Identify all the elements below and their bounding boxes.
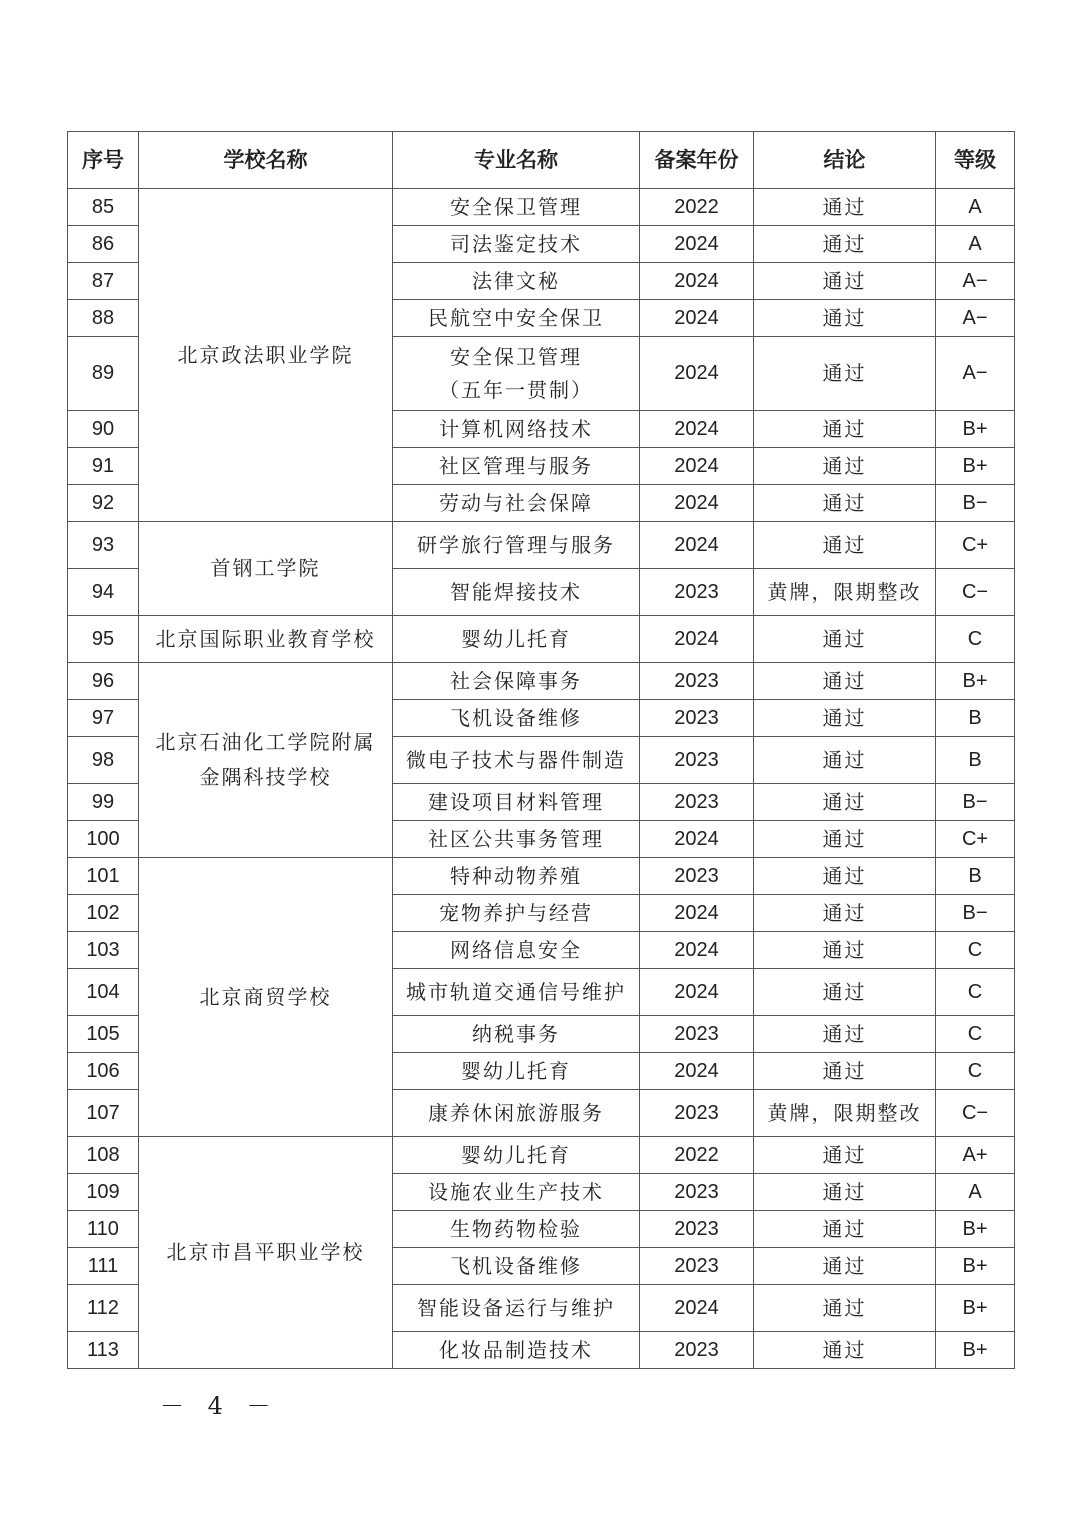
result-cell: 通过: [754, 895, 936, 932]
result-cell: 通过: [754, 411, 936, 448]
result-cell: 通过: [754, 700, 936, 737]
result-cell: 通过: [754, 300, 936, 337]
grade-cell: C: [936, 1016, 1015, 1053]
seq-cell: 111: [68, 1248, 139, 1285]
grade-cell: C: [936, 1053, 1015, 1090]
table-row: [68, 616, 1015, 663]
seq-cell: 95: [68, 616, 139, 663]
seq-cell: 101: [68, 858, 139, 895]
result-cell: 黄牌，限期整改: [754, 569, 936, 616]
seq-cell: 110: [68, 1211, 139, 1248]
major-cell: 婴幼儿托育: [393, 1137, 640, 1174]
header-result: 结论: [754, 132, 936, 189]
seq-cell: 94: [68, 569, 139, 616]
seq-cell: 100: [68, 821, 139, 858]
year-cell: 2024: [640, 821, 754, 858]
seq-cell: 109: [68, 1174, 139, 1211]
seq-cell: 88: [68, 300, 139, 337]
evaluation-table: [67, 131, 1015, 1369]
major-cell: 安全保卫管理: [393, 189, 640, 226]
year-cell: 2024: [640, 932, 754, 969]
seq-cell: 93: [68, 522, 139, 569]
year-cell: 2024: [640, 1285, 754, 1332]
year-cell: 2023: [640, 1332, 754, 1369]
major-cell: 社区公共事务管理: [393, 821, 640, 858]
year-cell: 2023: [640, 858, 754, 895]
grade-cell: B+: [936, 411, 1015, 448]
result-cell: 通过: [754, 616, 936, 663]
result-cell: 黄牌，限期整改: [754, 1090, 936, 1137]
year-cell: 2022: [640, 1137, 754, 1174]
seq-cell: 105: [68, 1016, 139, 1053]
grade-cell: C: [936, 969, 1015, 1016]
major-cell: 社会保障事务: [393, 663, 640, 700]
year-cell: 2023: [640, 737, 754, 784]
header-year: 备案年份: [640, 132, 754, 189]
seq-cell: 92: [68, 485, 139, 522]
seq-cell: 91: [68, 448, 139, 485]
grade-cell: A: [936, 1174, 1015, 1211]
result-cell: 通过: [754, 263, 936, 300]
seq-cell: 96: [68, 663, 139, 700]
year-cell: 2024: [640, 300, 754, 337]
year-cell: 2024: [640, 226, 754, 263]
year-cell: 2023: [640, 700, 754, 737]
header-row: [68, 132, 1015, 189]
seq-cell: 85: [68, 189, 139, 226]
major-cell: 婴幼儿托育: [393, 1053, 640, 1090]
major-cell: 建设项目材料管理: [393, 784, 640, 821]
major-cell: 纳税事务: [393, 1016, 640, 1053]
page-number: － 4 －: [160, 1392, 279, 1420]
grade-cell: C−: [936, 569, 1015, 616]
header-school: 学校名称: [139, 132, 393, 189]
result-cell: 通过: [754, 1016, 936, 1053]
result-cell: 通过: [754, 1137, 936, 1174]
result-cell: 通过: [754, 189, 936, 226]
seq-cell: 90: [68, 411, 139, 448]
school-cell: 北京市昌平职业学校: [139, 1137, 393, 1369]
result-cell: 通过: [754, 969, 936, 1016]
major-cell: 劳动与社会保障: [393, 485, 640, 522]
year-cell: 2023: [640, 1016, 754, 1053]
result-cell: 通过: [754, 337, 936, 411]
year-cell: 2024: [640, 522, 754, 569]
seq-cell: 102: [68, 895, 139, 932]
seq-cell: 98: [68, 737, 139, 784]
school-cell: 北京政法职业学院: [139, 189, 393, 522]
major-cell: 特种动物养殖: [393, 858, 640, 895]
school-line-2: 金隅科技学校: [199, 765, 332, 789]
school-line-1: 北京石油化工学院附属: [155, 730, 376, 754]
table-row: [68, 189, 1015, 226]
major-cell: 婴幼儿托育: [393, 616, 640, 663]
year-cell: 2024: [640, 448, 754, 485]
major-cell: 计算机网络技术: [393, 411, 640, 448]
seq-cell: 103: [68, 932, 139, 969]
result-cell: 通过: [754, 1053, 936, 1090]
grade-cell: A: [936, 189, 1015, 226]
seq-cell: 112: [68, 1285, 139, 1332]
seq-cell: 86: [68, 226, 139, 263]
school-cell: 北京商贸学校: [139, 858, 393, 1137]
result-cell: 通过: [754, 663, 936, 700]
year-cell: 2024: [640, 969, 754, 1016]
grade-cell: B+: [936, 448, 1015, 485]
result-cell: 通过: [754, 932, 936, 969]
result-cell: 通过: [754, 522, 936, 569]
major-line-2: （五年一贯制）: [439, 377, 593, 402]
grade-cell: B+: [936, 1211, 1015, 1248]
major-cell: 智能设备运行与维护: [393, 1285, 640, 1332]
year-cell: 2023: [640, 784, 754, 821]
year-cell: 2024: [640, 263, 754, 300]
table-row: [68, 858, 1015, 895]
result-cell: 通过: [754, 1332, 936, 1369]
major-cell: 城市轨道交通信号维护: [393, 969, 640, 1016]
major-cell: 飞机设备维修: [393, 1248, 640, 1285]
major-cell: 飞机设备维修: [393, 700, 640, 737]
result-cell: 通过: [754, 858, 936, 895]
year-cell: 2024: [640, 337, 754, 411]
major-cell: 司法鉴定技术: [393, 226, 640, 263]
year-cell: 2023: [640, 1248, 754, 1285]
seq-cell: 108: [68, 1137, 139, 1174]
major-cell: 民航空中安全保卫: [393, 300, 640, 337]
major-cell: 智能焊接技术: [393, 569, 640, 616]
major-cell: [393, 337, 640, 411]
grade-cell: B−: [936, 485, 1015, 522]
seq-cell: 106: [68, 1053, 139, 1090]
table-row: [68, 663, 1015, 700]
year-cell: 2023: [640, 1090, 754, 1137]
grade-cell: B−: [936, 895, 1015, 932]
year-cell: 2023: [640, 663, 754, 700]
header-seq: 序号: [68, 132, 139, 189]
seq-cell: 113: [68, 1332, 139, 1369]
year-cell: 2023: [640, 569, 754, 616]
major-cell: 法律文秘: [393, 263, 640, 300]
grade-cell: B+: [936, 1248, 1015, 1285]
grade-cell: A: [936, 226, 1015, 263]
result-cell: 通过: [754, 448, 936, 485]
grade-cell: B: [936, 737, 1015, 784]
year-cell: 2023: [640, 1174, 754, 1211]
seq-cell: 107: [68, 1090, 139, 1137]
grade-cell: B−: [936, 784, 1015, 821]
year-cell: 2024: [640, 411, 754, 448]
seq-cell: 97: [68, 700, 139, 737]
grade-cell: A−: [936, 300, 1015, 337]
result-cell: 通过: [754, 1174, 936, 1211]
major-cell: 社区管理与服务: [393, 448, 640, 485]
school-cell: 北京国际职业教育学校: [139, 616, 393, 663]
result-cell: 通过: [754, 1285, 936, 1332]
result-cell: 通过: [754, 1211, 936, 1248]
result-cell: 通过: [754, 737, 936, 784]
year-cell: 2024: [640, 485, 754, 522]
grade-cell: B+: [936, 1332, 1015, 1369]
grade-cell: B+: [936, 1285, 1015, 1332]
grade-cell: C+: [936, 522, 1015, 569]
grade-cell: C+: [936, 821, 1015, 858]
school-cell: [139, 663, 393, 858]
grade-cell: C: [936, 932, 1015, 969]
major-cell: 微电子技术与器件制造: [393, 737, 640, 784]
grade-cell: A+: [936, 1137, 1015, 1174]
result-cell: 通过: [754, 226, 936, 263]
year-cell: 2023: [640, 1211, 754, 1248]
major-cell: 研学旅行管理与服务: [393, 522, 640, 569]
major-cell: 康养休闲旅游服务: [393, 1090, 640, 1137]
year-cell: 2024: [640, 895, 754, 932]
header-grade: 等级: [936, 132, 1015, 189]
major-cell: 生物药物检验: [393, 1211, 640, 1248]
table-row: [68, 1137, 1015, 1174]
result-cell: 通过: [754, 821, 936, 858]
major-line-1: 安全保卫管理: [450, 344, 582, 369]
year-cell: 2024: [640, 616, 754, 663]
major-cell: 设施农业生产技术: [393, 1174, 640, 1211]
year-cell: 2022: [640, 189, 754, 226]
grade-cell: C−: [936, 1090, 1015, 1137]
grade-cell: C: [936, 616, 1015, 663]
major-cell: 化妆品制造技术: [393, 1332, 640, 1369]
grade-cell: B: [936, 700, 1015, 737]
major-cell: 网络信息安全: [393, 932, 640, 969]
year-cell: 2024: [640, 1053, 754, 1090]
seq-cell: 99: [68, 784, 139, 821]
result-cell: 通过: [754, 485, 936, 522]
seq-cell: 87: [68, 263, 139, 300]
grade-cell: B+: [936, 663, 1015, 700]
seq-cell: 104: [68, 969, 139, 1016]
grade-cell: A−: [936, 263, 1015, 300]
school-cell: 首钢工学院: [139, 522, 393, 616]
result-cell: 通过: [754, 784, 936, 821]
seq-cell: 89: [68, 337, 139, 411]
result-cell: 通过: [754, 1248, 936, 1285]
table-row: [68, 522, 1015, 569]
grade-cell: A−: [936, 337, 1015, 411]
header-major: 专业名称: [393, 132, 640, 189]
grade-cell: B: [936, 858, 1015, 895]
major-cell: 宠物养护与经营: [393, 895, 640, 932]
